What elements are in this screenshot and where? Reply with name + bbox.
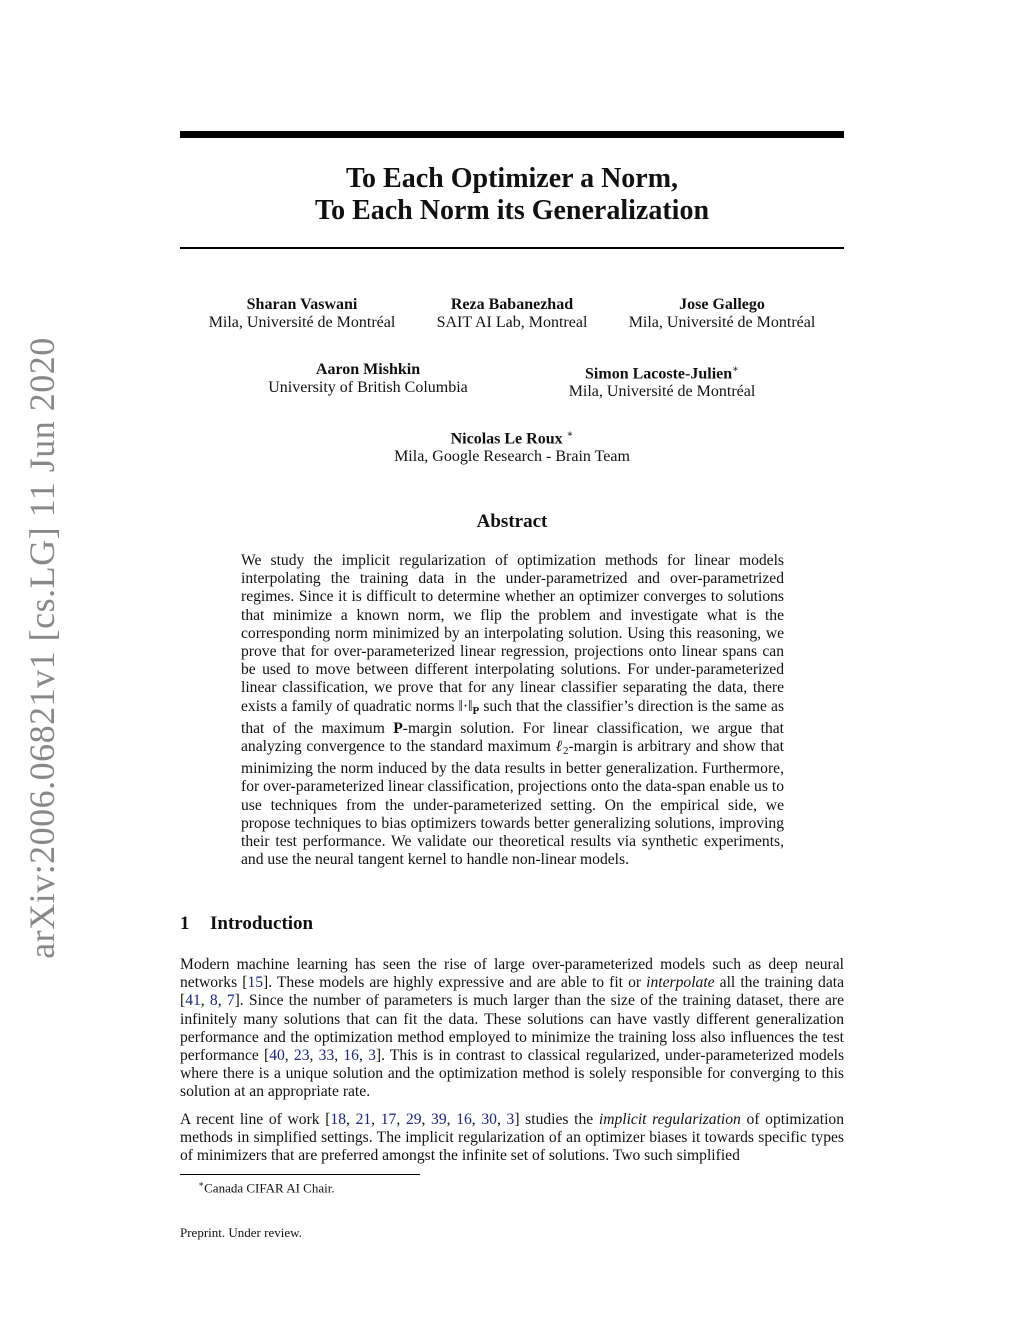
citation-link[interactable]: 3 (506, 1111, 515, 1128)
citation-link[interactable]: 7 (226, 992, 235, 1010)
citation-link[interactable]: 18 (330, 1111, 347, 1128)
citation-link[interactable]: 8 (209, 992, 218, 1010)
citation-link[interactable]: 21 (355, 1111, 372, 1128)
section-heading-introduction (180, 913, 313, 935)
abstract-heading: Abstract (476, 511, 548, 532)
author-footnote-mark: ∗ (732, 364, 739, 375)
footnote-mark: ∗ (198, 1179, 205, 1189)
bold-P-symbol: P (393, 719, 403, 737)
intro-paragraph-2: A recent line of work [18, 21, 17, 29, 39, 16, 30, 3] studies the implicit regularization of optimization methods in simplified settings. The implicit regularization of an optimizer biases it towards specific types of minimizers that are preferred amongst the infinite set of solutions. Two such simplified (180, 1111, 844, 1165)
author-block (362, 426, 662, 466)
footnote (198, 1179, 335, 1196)
author-affiliation: SAIT AI Lab, Montreal (436, 314, 588, 331)
author-footnote-mark: ∗ (566, 429, 574, 440)
citation-link[interactable]: 29 (405, 1111, 422, 1128)
title-top-rule (180, 131, 844, 138)
author-block (412, 296, 612, 332)
citation-link[interactable]: 33 (318, 1047, 335, 1065)
citation-link[interactable]: 15 (247, 974, 264, 992)
footnote-rule (180, 1174, 420, 1175)
citation-link[interactable]: 40 (269, 1047, 285, 1065)
author-affiliation: University of British Columbia (268, 379, 468, 396)
norm-symbol: ‖·‖P (458, 697, 480, 717)
title-line-1: To Each Optimizer a Norm, (345, 163, 679, 194)
citation-link[interactable]: 16 (343, 1047, 359, 1065)
author-affiliation: Mila, Google Research - Brain Team (394, 448, 630, 466)
author-block (542, 361, 782, 401)
page-footer: Preprint. Under review. (180, 1225, 302, 1240)
author-affiliation: Mila, Université de Montréal (628, 314, 816, 331)
arxiv-identifier: arXiv:2006.06821v1 [cs.LG] 11 Jun 2020 (22, 337, 62, 959)
author-name: Nicolas Le Roux (450, 430, 563, 448)
section-title-text: Introduction (210, 913, 314, 934)
author-name: Sharan Vaswani (246, 296, 358, 313)
author-affiliation: Mila, Université de Montréal (568, 383, 756, 401)
citation-link[interactable]: 30 (481, 1111, 497, 1128)
citation-link[interactable]: 17 (380, 1111, 397, 1128)
author-block (602, 296, 842, 332)
author-affiliation: Mila, Université de Montréal (208, 314, 396, 331)
author-name: Jose Gallego (679, 296, 765, 313)
citation-link[interactable]: 23 (293, 1047, 310, 1065)
title-line-2: To Each Norm its Generalization (314, 195, 710, 226)
citation-link[interactable]: 41 (185, 992, 201, 1010)
title-bottom-rule (180, 247, 844, 249)
paper-title (180, 163, 844, 227)
citation-link[interactable]: 39 (431, 1111, 447, 1128)
footnote-text: Canada CIFAR AI Chair. (204, 1180, 335, 1196)
citation-link[interactable]: 16 (456, 1111, 472, 1128)
author-block (182, 296, 422, 332)
section-number: 1 (180, 913, 190, 934)
author-block (248, 361, 488, 397)
author-name: Reza Babanezhad (450, 296, 574, 313)
author-name: Aaron Mishkin (315, 361, 421, 378)
abstract-text: We study the implicit regularization of optimization methods for linear models interpolating the training data in the under-parametrized and over-parametrized regimes. Since it is difficult to determine whether an optimizer converges to solutions that minimize a known norm, we flip the problem and investigate what is the corresponding norm minimized by an interpolating solution. Using this reasoning, we prove that for over-parameterized linear regression, projections onto linear spans can be used to move between different interpolating solutions. For under-parameterized linear classification, we prove that for any linear classifier separating the data, there exists a family of quadratic norms ‖·‖P such that the classifier’s direction is the same as that of the maximum P-margin solution. For linear classification, we argue that analyzing convergence to the standard maximum ℓ2-margin is arbitrary and show that minimizing the norm induced by the data results in better generalization. Furthermore, for over-parameterized linear classification, projections onto the data-span enable us to use techniques from the under-parameterized setting. On the empirical side, we propose techniques to bias optimizers towards better generalizing solutions, improving their test performance. We validate our theoretical results via synthetic experiments, and use the neural tangent kernel to handle non-linear models. (241, 552, 785, 869)
ell-symbol: ℓ2 (555, 738, 569, 758)
author-name: Simon Lacoste-Julien (585, 365, 733, 383)
intro-paragraph-1: Modern machine learning has seen the rise of large over-parameterized models such as deep neural networks [15]. These models are highly expressive and are able to fit or interpolate all the training data [41, 8, 7]. Since the number of parameters is much larger than the size of the training dataset, there are infinitely many solutions that can fit the data. These solutions can have vastly different generalization performance and the optimization method employed to minimize the training loss also influences the test performance [40, 23, 33, 16, 3]. This is in contrast to classical regularized, under-parameterized models where there is a unique solution and the optimization method is solely responsible for converging to this solution at an appropriate rate. (180, 956, 845, 1101)
citation-link[interactable]: 3 (368, 1047, 376, 1065)
